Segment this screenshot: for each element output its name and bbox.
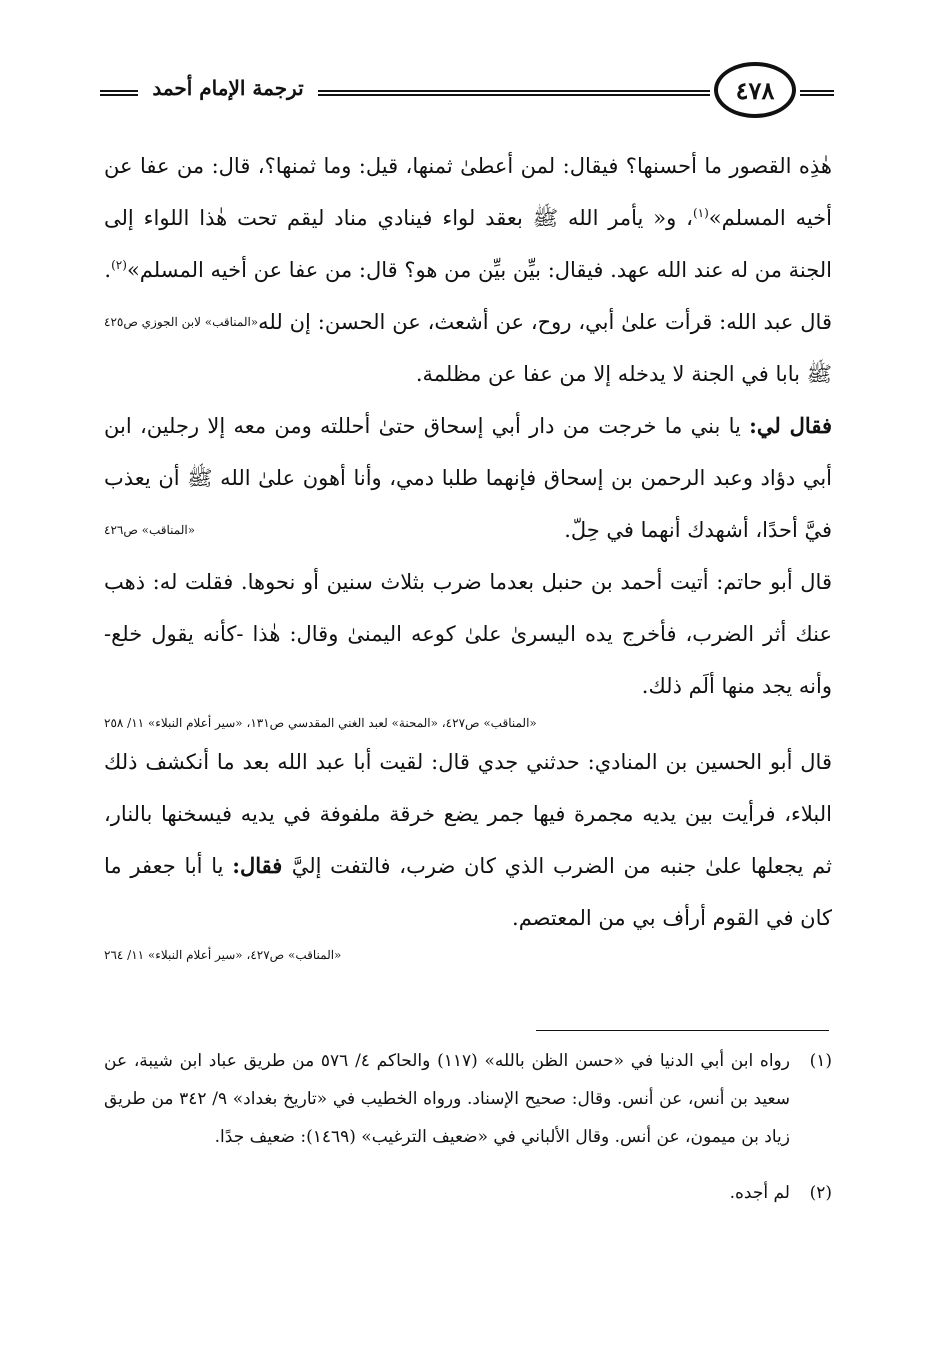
paragraph-text: يا بني ما خرجت من دار أبي إسحاق حتىٰ أحللته ومن معه إلا رجلين، ابن أبي دؤاد وعبد الرحمن بن إسحاق فإنهما طلبا دمي، وأنا أهون علىٰ الله ﷺ أن يعذب فيَّ أحدًا، أشهدك أنهما في حِلّ. (104, 414, 832, 542)
running-title: ترجمة الإمام أحمد (152, 76, 304, 100)
paragraph-text: يا أبا جعفر ما كان في القوم أرأف بي من المعتصم. (104, 854, 832, 930)
paragraph-text: هٰذِه القصور ما أحسنها؟ فيقال: لمن أعطىٰ ثمنها، قيل: وما ثمنها؟، قال: من عفا عن أخيه المسلم» (104, 154, 832, 230)
footnotes (104, 1042, 832, 1212)
main-text (104, 140, 832, 968)
source-citation: «المناقب» لابن الجوزي ص٤٢٥ (104, 315, 259, 329)
footnote-separator (536, 1030, 829, 1031)
paragraph-4 (104, 556, 832, 712)
footnote-2 (104, 1174, 832, 1212)
footnote-number: (١) (809, 1051, 832, 1071)
footnote-text: لم أجده. (729, 1183, 790, 1203)
header-rule-middle (318, 90, 710, 96)
header-rule-right (800, 90, 834, 96)
footnote-ref-2[interactable]: (٢) (111, 258, 127, 272)
paragraph-lead: فقال لي: (749, 413, 832, 438)
source-citation: «المناقب» ص٤٢٧، «المحنة» لعبد الغني المقدسي ص١٣١، «سير أعلام النبلاء» ١١/ ٢٥٨ (104, 716, 537, 730)
paragraph-text: ، و« يأمر الله ﷺ بعقد لواء فينادي مناد ليقم تحت هٰذا اللواء إلى الجنة من له عند الله عهد. فيقال: بيِّن بيِّن من هو؟ قال: من عفا عن أخيه المسلم» (104, 206, 832, 282)
footnote-text: رواه ابن أبي الدنيا في «حسن الظن بالله» (١١٧) والحاكم ٤/ ٥٧٦ من طريق عباد ابن شيبة، عن سعيد بن أنس، عن أنس. وقال: صحيح الإسناد. ورواه الخطيب في «تاريخ بغداد» ٩/ ٣٤٢ من طريق زياد بن ميمون، عن أنس. وقال الألباني في «ضعيف الترغيب» (١٤٦٩): ضعيف جدًا. (104, 1051, 790, 1147)
page-header (100, 62, 840, 122)
footnote-number: (٢) (809, 1183, 832, 1203)
page-number: ٤٧٨ (714, 62, 796, 118)
source-citation: «المناقب» ص٤٢٧، «سير أعلام النبلاء» ١١/ ٢٦٤ (104, 948, 342, 962)
paragraph-text: قال أبو الحسين بن المنادي: حدثني جدي قال: لقيت أبا عبد الله بعد ما أنكشف ذلك البلاء، فرأيت بين يديه مجمرة فيها جمر يضع خرقة ملفوفة في يديه فيسخنها بالنار، ثم يجعلها علىٰ جنبه من الضرب الذي كان ضرب، فالتفت إليَّ (104, 750, 832, 878)
paragraph-text: . (104, 258, 112, 282)
paragraph-5 (104, 736, 832, 944)
paragraph-1 (104, 140, 832, 329)
source-citation: «المناقب» ص٤٢٦ (104, 523, 196, 537)
footnote-ref-1[interactable]: (١) (692, 206, 709, 220)
paragraph-text: قال أبو حاتم: أتيت أحمد بن حنبل بعدما ضرب بثلاث سنين أو نحوها. فقلت له: ذهب عنك أثر الضرب، فأخرج يده اليسرىٰ علىٰ كوعه اليمنىٰ وقال: هٰذا -كأنه يقول خلع- وأنه يجد منها ألَم ذلك. (104, 570, 832, 698)
footnote-1 (104, 1042, 832, 1156)
paragraph-3 (104, 400, 832, 556)
paragraph-lead: فقال: (232, 853, 292, 878)
paragraph-text: قال عبد الله: قرأت علىٰ أبي، روح، عن أشعث، عن الحسن: إن لله ﷺ بابا في الجنة لا يدخله إلا من عفا عن مظلمة. (258, 310, 832, 386)
header-rule-left (100, 90, 138, 96)
